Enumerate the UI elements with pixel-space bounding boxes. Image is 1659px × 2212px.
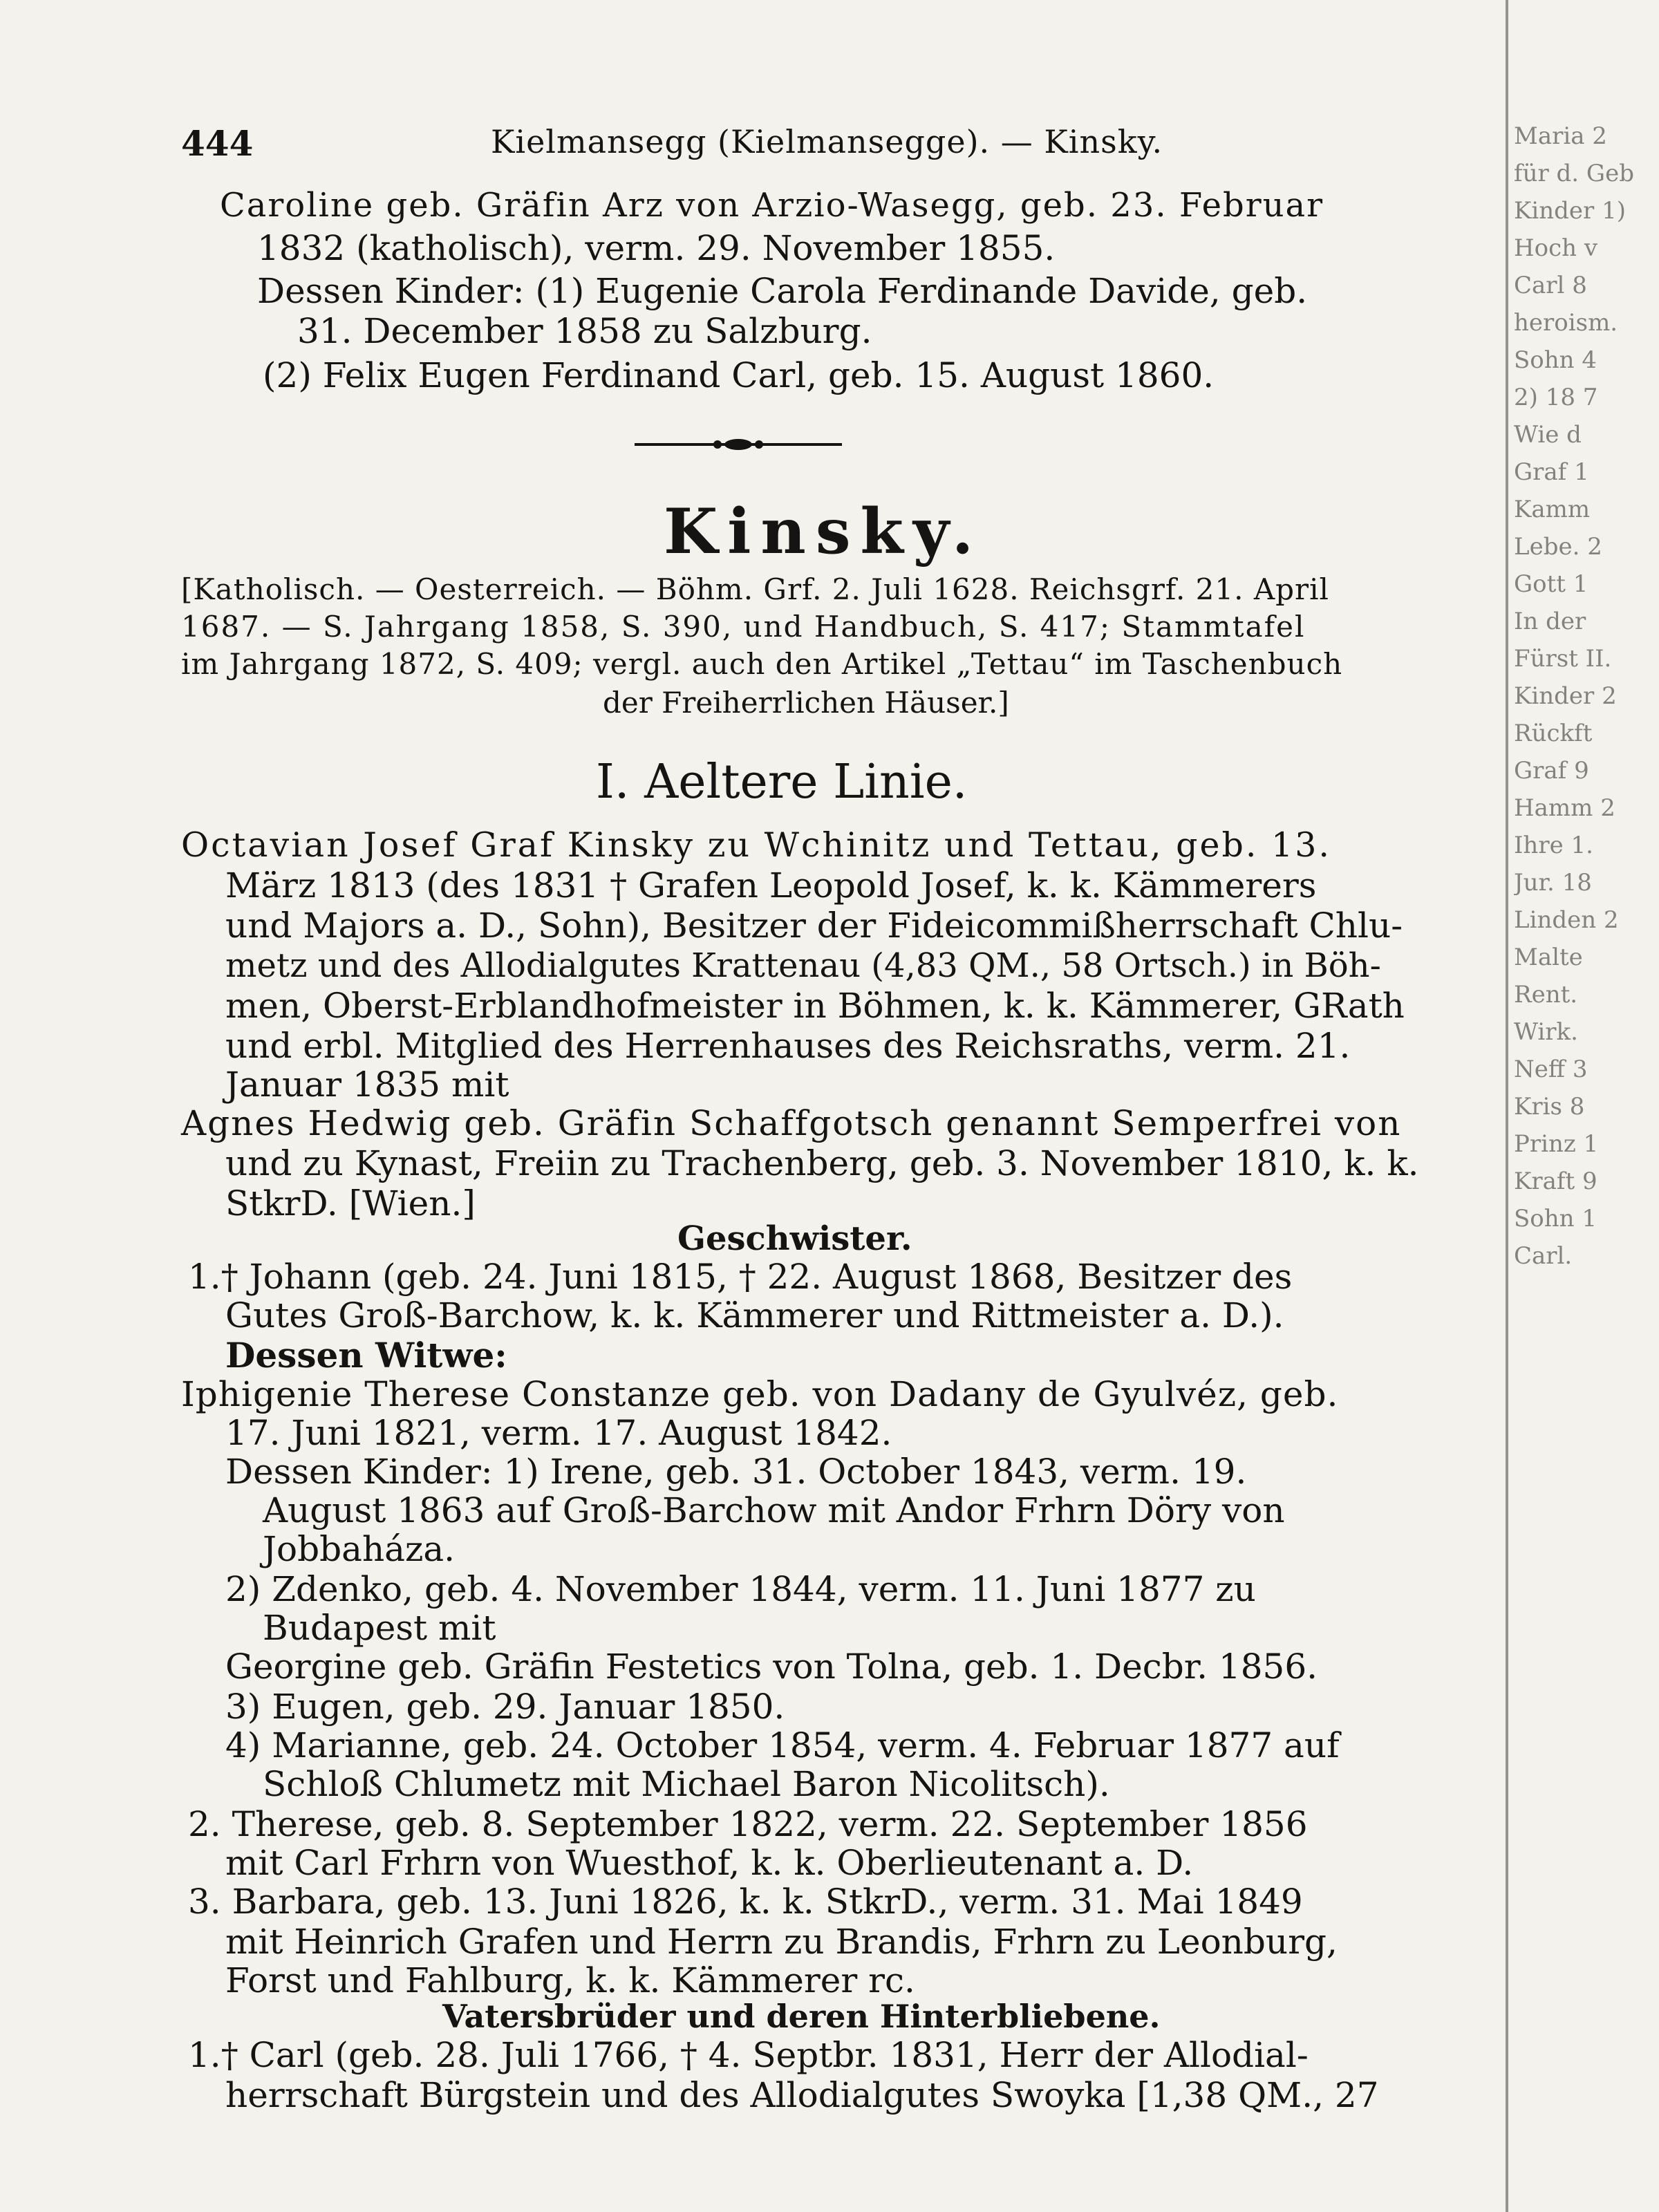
bleed-text: Jur. 18 bbox=[1514, 869, 1592, 897]
text-line: Agnes Hedwig geb. Gräfin Schaffgotsch genannt Semperfrei von bbox=[181, 1103, 1402, 1143]
bleed-text: Gott 1 bbox=[1514, 570, 1588, 598]
subsection-title: I. Aeltere Linie. bbox=[596, 755, 968, 809]
bleed-text: Linden 2 bbox=[1514, 906, 1619, 934]
bleed-text: Ihre 1. bbox=[1514, 832, 1593, 859]
text-line: 1.† Johann (geb. 24. Juni 1815, † 22. August 1868, Besitzer des bbox=[188, 1257, 1293, 1297]
text-line: März 1813 (des 1831 † Grafen Leopold Josef, k. k. Kämmerers bbox=[225, 865, 1317, 906]
running-title: Kielmansegg (Kielmansegge). — Kinsky. bbox=[491, 123, 1163, 160]
page-number: 444 bbox=[181, 123, 254, 164]
bleed-text: Maria 2 bbox=[1514, 122, 1607, 150]
text-line: Octavian Josef Graf Kinsky zu Wchinitz und Tettau, geb. 13. bbox=[181, 825, 1331, 865]
text-line: 3) Eugen, geb. 29. Januar 1850. bbox=[225, 1687, 785, 1727]
text-line: Iphigenie Therese Constanze geb. von Dadany de Gyulvéz, geb. bbox=[181, 1374, 1339, 1414]
bleed-text: 2) 18 7 bbox=[1514, 384, 1598, 411]
intro-line: im Jahrgang 1872, S. 409; vergl. auch den Artikel „Tettau“ im Taschenbuch bbox=[181, 647, 1343, 681]
text-line: herrschaft Bürgstein und des Allodialgutes Swoyka [1,38 QM., 27 bbox=[225, 2075, 1379, 2115]
bleed-text: Fürst II. bbox=[1514, 645, 1612, 673]
page-edge-shadow bbox=[1506, 0, 1508, 2212]
text-line: 2. Therese, geb. 8. September 1822, verm. 22. September 1856 bbox=[188, 1804, 1308, 1844]
ornament-divider bbox=[635, 434, 842, 455]
bleed-text: Sohn 1 bbox=[1514, 1205, 1597, 1232]
bleed-text: Wirk. bbox=[1514, 1018, 1578, 1046]
bleed-text: Rent. bbox=[1514, 981, 1578, 1009]
bleed-text: Lebe. 2 bbox=[1514, 533, 1602, 561]
text-line: 1.† Carl (geb. 28. Juli 1766, † 4. Septbr. 1831, Herr der Allodial- bbox=[188, 2035, 1309, 2075]
bleed-text: Wie d bbox=[1514, 421, 1582, 449]
bleed-text: heroism. bbox=[1514, 309, 1618, 337]
text-line: 4) Marianne, geb. 24. October 1854, verm. 4. Februar 1877 auf bbox=[225, 1725, 1340, 1765]
text-line: und Majors a. D., Sohn), Besitzer der Fideicommißherrschaft Chlu- bbox=[225, 906, 1403, 946]
bleed-text: für d. Geb bbox=[1514, 160, 1634, 187]
facing-page-bleed-through bbox=[1514, 118, 1659, 2088]
text-line: Schloß Chlumetz mit Michael Baron Nicolitsch). bbox=[263, 1764, 1110, 1804]
text-line: August 1863 auf Groß-Barchow mit Andor Frhrn Döry von bbox=[263, 1490, 1285, 1530]
bleed-text: Carl. bbox=[1514, 1242, 1573, 1270]
bleed-text: Sohn 4 bbox=[1514, 346, 1597, 374]
intro-line: der Freiherrlichen Häuser.] bbox=[603, 686, 1009, 720]
text-line: und erbl. Mitglied des Herrenhauses des Reichsraths, verm. 21. bbox=[225, 1026, 1351, 1066]
bleed-text: Carl 8 bbox=[1514, 272, 1587, 299]
text-line: mit Heinrich Grafen und Herrn zu Brandis, Frhrn zu Leonburg, bbox=[225, 1922, 1338, 1962]
text-line: 31. December 1858 zu Salzburg. bbox=[297, 311, 872, 351]
bleed-text: Kris 8 bbox=[1514, 1093, 1585, 1121]
bleed-text: Kinder 1) bbox=[1514, 197, 1627, 225]
bleed-text: Rückft bbox=[1514, 720, 1593, 747]
bleed-text: Kinder 2 bbox=[1514, 682, 1617, 710]
text-line: 3. Barbara, geb. 13. Juni 1826, k. k. StkrD., verm. 31. Mai 1849 bbox=[188, 1882, 1303, 1922]
text-line: metz und des Allodialgutes Krattenau (4,83 QM., 58 Ortsch.) in Böh- bbox=[225, 946, 1381, 985]
text-line: 1832 (katholisch), verm. 29. November 1855. bbox=[257, 228, 1056, 268]
siblings-heading: Geschwister. bbox=[677, 1219, 912, 1258]
text-line: StkrD. [Wien.] bbox=[225, 1183, 476, 1224]
text-line: mit Carl Frhrn von Wuesthof, k. k. Oberlieutenant a. D. bbox=[225, 1843, 1194, 1883]
bleed-text: Prinz 1 bbox=[1514, 1130, 1599, 1158]
bleed-text: In der bbox=[1514, 608, 1586, 635]
bleed-text: Hoch v bbox=[1514, 234, 1598, 262]
intro-line: [Katholisch. — Oesterreich. — Böhm. Grf. 2. Juli 1628. Reichsgrf. 21. April bbox=[181, 572, 1329, 606]
text-line: Januar 1835 mit bbox=[225, 1065, 509, 1105]
bleed-text: Hamm 2 bbox=[1514, 794, 1615, 822]
text-line: Gutes Groß-Barchow, k. k. Kämmerer und Rittmeister a. D.). bbox=[225, 1295, 1284, 1335]
intro-line: 1687. — S. Jahrgang 1858, S. 390, und Handbuch, S. 417; Stammtafel bbox=[181, 610, 1306, 644]
bleed-text: Kraft 9 bbox=[1514, 1168, 1597, 1195]
text-line: Jobbaháza. bbox=[263, 1529, 456, 1569]
text-line: Dessen Witwe: bbox=[225, 1335, 507, 1376]
text-line: Budapest mit bbox=[263, 1608, 496, 1648]
bleed-text: Malte bbox=[1514, 944, 1583, 971]
bleed-text: Neff 3 bbox=[1514, 1056, 1588, 1083]
text-line: Dessen Kinder: (1) Eugenie Carola Ferdinande Davide, geb. bbox=[257, 271, 1308, 311]
bleed-text: Kamm bbox=[1514, 496, 1591, 523]
text-line: (2) Felix Eugen Ferdinand Carl, geb. 15. August 1860. bbox=[263, 355, 1215, 395]
bleed-text: Graf 9 bbox=[1514, 757, 1589, 785]
text-line: Forst und Fahlburg, k. k. Kämmerer rc. bbox=[225, 1960, 915, 2000]
uncles-heading: Vatersbrüder und deren Hinterbliebene. bbox=[442, 1998, 1161, 2035]
text-line: Caroline geb. Gräfin Arz von Arzio-Wasegg, geb. 23. Februar bbox=[220, 186, 1324, 225]
text-line: men, Oberst-Erblandhofmeister in Böhmen, k. k. Kämmerer, GRath bbox=[225, 986, 1405, 1026]
text-line: Georgine geb. Gräfin Festetics von Tolna, geb. 1. Decbr. 1856. bbox=[225, 1647, 1318, 1687]
section-title: Kinsky. bbox=[664, 495, 984, 568]
text-line: 17. Juni 1821, verm. 17. August 1842. bbox=[225, 1413, 892, 1453]
bleed-text: Graf 1 bbox=[1514, 458, 1589, 486]
text-line: und zu Kynast, Freiin zu Trachenberg, geb. 3. November 1810, k. k. bbox=[225, 1143, 1419, 1183]
text-line: Dessen Kinder: 1) Irene, geb. 31. October 1843, verm. 19. bbox=[225, 1452, 1247, 1492]
text-line: 2) Zdenko, geb. 4. November 1844, verm. 11. Juni 1877 zu bbox=[225, 1569, 1256, 1609]
